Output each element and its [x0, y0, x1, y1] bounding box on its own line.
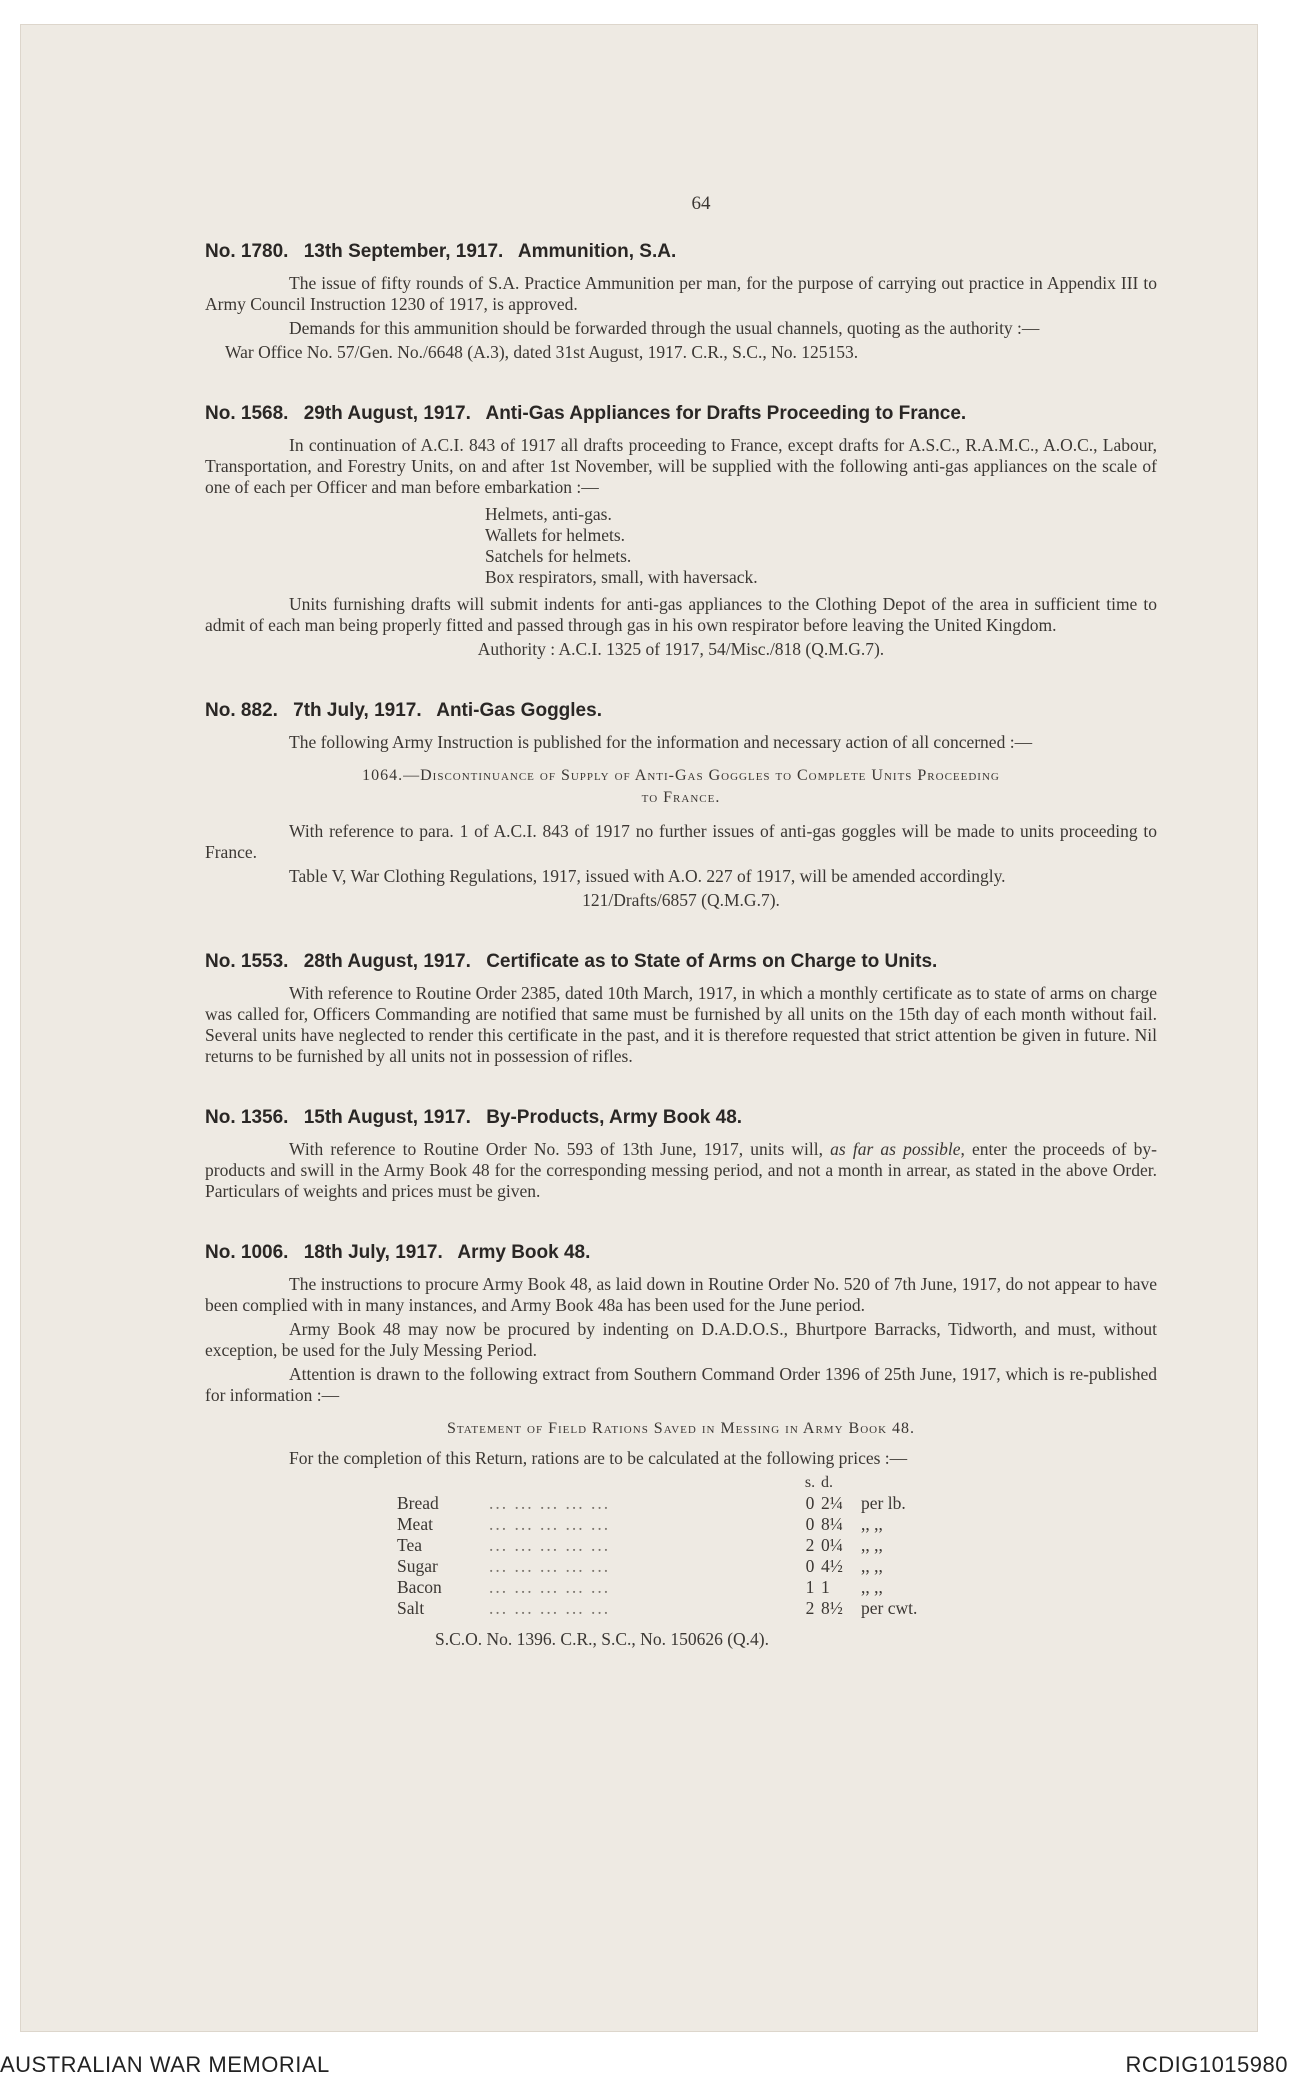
- paragraph-text: With reference to Routine Order No. 593 of 13th June, 1917, units will,: [289, 1139, 831, 1159]
- ration-unit: per cwt.: [861, 1598, 918, 1618]
- order-1568: [205, 403, 1157, 660]
- leader-dots: ... ... ... ... ...: [489, 1556, 611, 1576]
- ration-row: [397, 1535, 1157, 1556]
- list-item: Wallets for helmets.: [485, 525, 626, 545]
- archive-id: RCDIG1015980: [1125, 2052, 1288, 2077]
- ration-row: [397, 1514, 1157, 1535]
- paragraph: In continuation of A.C.I. 843 of 1917 all drafts proceeding to France, except drafts for A.S.C., R.A.M.C., A.O.C., Labour, Transportation, and Forestry Units, on and after 1st November, will be supplied with the following anti-gas appliances on the scale of one of each per Officer and man before embarkation :—: [205, 435, 1157, 497]
- order-reference: S.C.O. No. 1396. C.R., S.C., No. 150626 (Q.4).: [435, 1629, 769, 1649]
- ration-pence: 8½: [821, 1598, 843, 1618]
- ration-unit: per lb.: [861, 1493, 906, 1513]
- order-1780: [205, 241, 1157, 363]
- order-date: 7th July, 1917.: [293, 700, 422, 721]
- leader-dots: ... ... ... ... ...: [489, 1535, 611, 1555]
- authority-line: Authority : A.C.I. 1325 of 1917, 54/Misc./818 (Q.M.G.7).: [477, 639, 885, 659]
- ration-pence: 8¼: [821, 1514, 843, 1534]
- paragraph: With reference to Routine Order 2385, dated 10th March, 1917, in which a monthly certificate as to state of arms on charge was called for, Officers Commanding are notified that same must be furnished by all units on the 15th day of each month without fail. Several units have neglected to render this certificate in the past, and it is therefore requested that strict attention be given in future. Nil returns to be furnished by all units not in possession of rifles.: [205, 983, 1157, 1066]
- order-heading: [205, 241, 1157, 263]
- order-title: Army Book 48.: [457, 1242, 591, 1263]
- order-heading: [205, 403, 1157, 425]
- order-date: 18th July, 1917.: [303, 1242, 443, 1263]
- archive-name: AUSTRALIAN WAR MEMORIAL: [0, 2052, 330, 2077]
- ration-pence: 4½: [821, 1556, 843, 1576]
- ration-shillings: 0: [805, 1556, 815, 1576]
- ration-item: Bread: [397, 1493, 439, 1513]
- ration-price-table: [397, 1472, 1157, 1619]
- paragraph: The instructions to procure Army Book 48, as laid down in Routine Order No. 520 of 7th June, 1917, do not appear to have been complied with in many instances, and Army Book 48a has been used for the June period.: [205, 1274, 1157, 1315]
- pence-header: d.: [821, 1474, 833, 1491]
- order-heading: [205, 951, 1157, 973]
- page-number: 64: [691, 193, 711, 214]
- paragraph: Army Book 48 may now be procured by indenting on D.A.D.O.S., Bhurtpore Barracks, Tidworth, and must, without exception, be used for the July Messing Period.: [205, 1319, 1157, 1360]
- order-number: No. 882.: [205, 700, 278, 721]
- order-date: 15th August, 1917.: [303, 1107, 471, 1128]
- ration-unit: ,, ,,: [861, 1556, 883, 1576]
- appliance-list: [485, 504, 1157, 588]
- leader-dots: ... ... ... ... ...: [489, 1577, 611, 1597]
- instruction-title-line: 1064.—Discontinuance of Supply of Anti-Gas Goggles to Complete Units Proceeding: [362, 767, 1000, 784]
- order-title: Anti-Gas Appliances for Drafts Proceeding to France.: [485, 403, 967, 424]
- ration-shillings: 0: [805, 1493, 815, 1513]
- order-heading: [205, 1242, 1157, 1264]
- ration-item: Salt: [397, 1598, 425, 1618]
- leader-dots: ... ... ... ... ...: [489, 1493, 611, 1513]
- ration-pence: 1: [821, 1577, 830, 1597]
- order-date: 13th September, 1917.: [303, 241, 504, 262]
- paragraph: The following Army Instruction is published for the information and necessary action of all concerned :—: [289, 732, 1033, 752]
- list-item: Helmets, anti-gas.: [485, 504, 612, 524]
- ration-item: Tea: [397, 1535, 423, 1555]
- instruction-title: [205, 765, 1157, 809]
- order-1006: [205, 1242, 1157, 1650]
- order-date: 29th August, 1917.: [303, 403, 471, 424]
- order-1553: [205, 951, 1157, 1067]
- order-date: 28th August, 1917.: [303, 951, 471, 972]
- emphasis-text: as far as possible: [830, 1139, 961, 1159]
- order-title: Ammunition, S.A.: [517, 241, 677, 262]
- leader-dots: ... ... ... ... ...: [489, 1598, 611, 1618]
- archive-footer: [0, 2048, 1294, 2082]
- leader-dots: ... ... ... ... ...: [489, 1514, 611, 1534]
- paragraph: Table V, War Clothing Regulations, 1917, issued with A.O. 227 of 1917, will be amended accordingly.: [289, 866, 1006, 886]
- ration-row: [397, 1556, 1157, 1577]
- order-number: No. 1568.: [205, 403, 289, 424]
- paragraph: Attention is drawn to the following extract from Southern Command Order 1396 of 25th June, 1917, which is re-published for information :—: [205, 1364, 1157, 1405]
- order-1356: [205, 1107, 1157, 1202]
- ration-pence: 2¼: [821, 1493, 843, 1513]
- ration-item: Sugar: [397, 1556, 438, 1576]
- ration-unit: ,, ,,: [861, 1514, 883, 1534]
- ration-shillings: 0: [805, 1514, 815, 1534]
- order-number: No. 1553.: [205, 951, 289, 972]
- ration-row: [397, 1493, 1157, 1514]
- paragraph: For the completion of this Return, rations are to be calculated at the following prices :—: [289, 1448, 908, 1468]
- order-heading: [205, 1107, 1157, 1129]
- ration-row: [397, 1577, 1157, 1598]
- statement-title: Statement of Field Rations Saved in Messing in Army Book 48.: [446, 1420, 916, 1437]
- order-heading: [205, 700, 1157, 722]
- paragraph: The issue of fifty rounds of S.A. Practice Ammunition per man, for the purpose of carrying out practice in Appendix III to Army Council Instruction 1230 of 1917, is approved.: [205, 273, 1157, 314]
- paragraph-text: , enter the proceeds of by-products and swill in the Army Book 48 for the corresponding messing period, and not a month in arrear, as stated in the above Order. Particulars of weights and prices must be given.: [205, 1139, 1157, 1201]
- paragraph: [205, 1139, 1157, 1202]
- authority-line: 121/Drafts/6857 (Q.M.G.7).: [582, 890, 780, 910]
- paragraph: Demands for this ammunition should be forwarded through the usual channels, quoting as the authority :—: [289, 318, 1040, 338]
- ration-table-header: [397, 1472, 1157, 1493]
- paragraph: Units furnishing drafts will submit indents for anti-gas appliances to the Clothing Depot of the area in sufficient time to admit of each man being properly fitted and passed through gas in his own respirator before leaving the United Kingdom.: [205, 594, 1157, 635]
- ration-unit: ,, ,,: [861, 1577, 883, 1597]
- page-content: [205, 193, 1157, 1690]
- ration-shillings: 1: [805, 1577, 815, 1597]
- ration-shillings: 2: [805, 1535, 815, 1555]
- ration-item: Bacon: [397, 1577, 442, 1597]
- order-number: No. 1006.: [205, 1242, 289, 1263]
- order-number: No. 1780.: [205, 241, 289, 262]
- order-title: By-Products, Army Book 48.: [486, 1107, 743, 1128]
- order-882: [205, 700, 1157, 911]
- shillings-header: s.: [804, 1474, 816, 1491]
- list-item: Satchels for helmets.: [485, 546, 632, 566]
- authority-line: War Office No. 57/Gen. No./6648 (A.3), dated 31st August, 1917. C.R., S.C., No. 125153.: [225, 342, 859, 362]
- order-title: Certificate as to State of Arms on Charge to Units.: [486, 951, 938, 972]
- ration-unit: ,, ,,: [861, 1535, 883, 1555]
- ration-item: Meat: [397, 1514, 433, 1534]
- order-number: No. 1356.: [205, 1107, 289, 1128]
- paragraph: With reference to para. 1 of A.C.I. 843 of 1917 no further issues of anti-gas goggles will be made to units proceeding to France.: [205, 821, 1157, 862]
- ration-row: [397, 1598, 1157, 1619]
- ration-shillings: 2: [805, 1598, 815, 1618]
- document-page: [20, 24, 1258, 2032]
- instruction-title-line: to France.: [641, 789, 721, 806]
- ration-pence: 0¼: [821, 1535, 843, 1555]
- list-item: Box respirators, small, with haversack.: [485, 567, 758, 587]
- order-title: Anti-Gas Goggles.: [436, 700, 602, 721]
